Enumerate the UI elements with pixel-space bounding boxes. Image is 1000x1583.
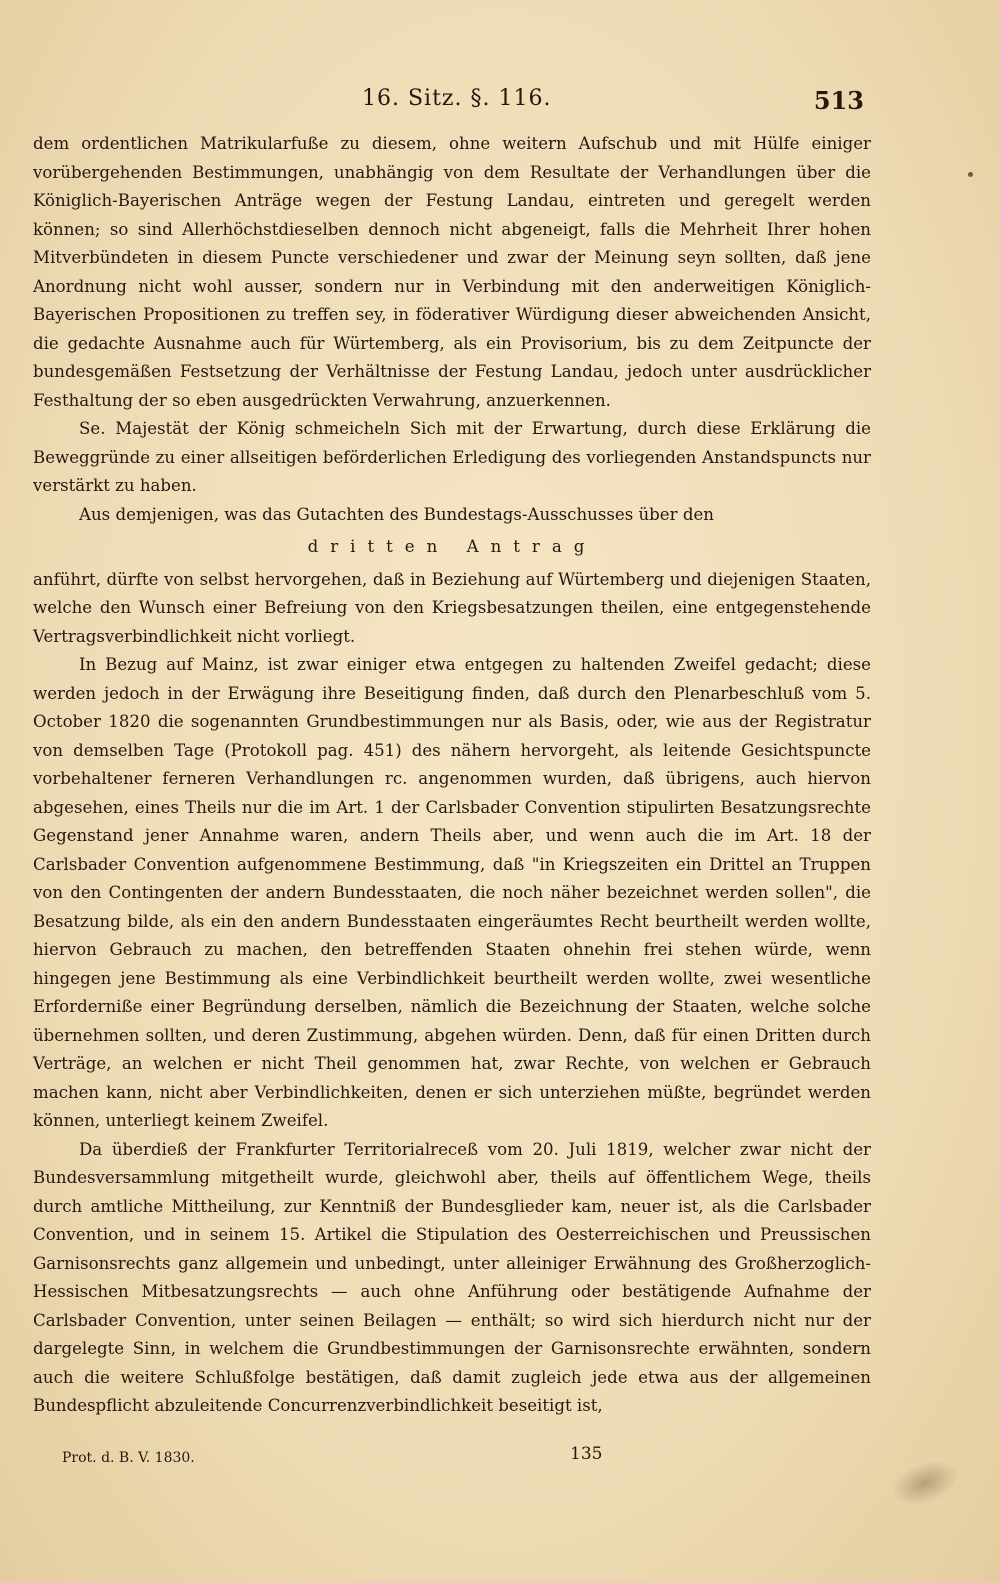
page-header — [0, 86, 1000, 120]
paragraph-gutachten-intro: Aus demjenigen, was das Gutachten des Bundestags-Ausschusses über den — [79, 504, 714, 524]
section-heading-dritter-antrag: dritten Antrag — [307, 537, 597, 556]
page-number: 513 — [813, 86, 864, 115]
signature-mark: 135 — [570, 1444, 603, 1464]
paragraph-continuation: dem ordentlichen Matrikularfuße zu diesem, ohne weitern Aufschub und mit Hülfe einiger vorübergehenden Bestimmungen, unabhängig von dem Resultate der Verhandlungen über die Königlich-Bayerischen Anträge wegen der Festung Landau, eintreten und geregelt werden können; so sind Allerhöchstdieselben dennoch nicht abgeneigt, falls die Mehrheit Ihrer hohen Mitverbündeten in diesem Puncte verschiedener und zwar der Meinung seyn sollten, daß jene Anordnung nicht wohl ausser, sondern nur in Verbindung mit den anderweitigen Königlich-Bayerischen Propositionen zu treffen sey, in föderativer Würdigung dieser abweichenden Ansicht, die gedachte Ausnahme auch für Würtemberg, als ein Provisorium, bis zu dem Zeitpuncte der bundesgemäßen Festsetzung der Verhältnisse der Festung Landau, jedoch unter ausdrücklicher Festhaltung der so eben ausgedrückten Verwahrung, anzuerkennen. — [33, 134, 871, 410]
paragraph-mainz: In Bezug auf Mainz, ist zwar einiger etwa entgegen zu haltenden Zweifel gedacht; diese werden jedoch in der Erwägung ihre Beseitigung finden, daß durch den Plenarbeschluß vom 5. October 1820 die sogenannten Grundbestimmungen nur als Basis, oder, wie aus der Registratur von demselben Tage (Protokoll pag. 451) des nähern hervorgeht, als leitende Gesichtspuncte vorbehaltener ferneren Verhandlungen rc. angenommen wurden, daß übrigens, auch hiervon abgesehen, eines Theils nur die im Art. 1 der Carlsbader Convention stipulirten Besatzungsrechte Gegenstand jener Annahme waren, andern Theils aber, und wenn auch die im Art. 18 der Carlsbader Convention aufgenommene Bestimmung, daß "in Kriegszeiten ein Drittel an Truppen von den Contingenten der andern Bundesstaaten, die noch näher bezeichnet werden sollen", die Besatzung bilde, als ein den andern Bundesstaaten eingeräumtes Recht beurtheilt werden wollte, hiervon Gebrauch zu machen, den betreffenden Staaten ohnehin frei stehen würde, wenn hingegen jene Bestimmung als eine Verbindlichkeit beurtheilt werden wollte, zwei wesentliche Erforderniße einer Begründung derselben, nämlich die Bezeichnung der Staaten, welche solche übernehmen sollten, und deren Zustimmung, abgehen würden. Denn, daß für einen Dritten durch Verträge, an welchen er nicht Theil genommen hat, zwar Rechte, von welchen er Gebrauch machen kann, nicht aber Verbindlichkeiten, denen er sich unterziehen müßte, begründet werden können, unterliegt keinem Zweifel. — [33, 655, 871, 1130]
footer-reference: Prot. d. B. V. 1830. — [62, 1450, 195, 1466]
body-text — [33, 130, 871, 1421]
running-head: 16. Sitz. §. 116. — [362, 86, 552, 111]
paragraph-majesty: Se. Majestät der König schmeicheln Sich mit der Erwartung, durch diese Erklärung die Beweggründe zu einer allseitigen beförderlichen Erledigung des vorliegenden Anstandspuncts nur verstärkt zu haben. — [33, 419, 871, 495]
paragraph-territorialrecess: Da überdieß der Frankfurter Territorialreceß vom 20. Juli 1819, welcher zwar nicht der Bundesversammlung mitgetheilt wurde, gleichwohl aber, theils auf öffentlichem Wege, theils durch amtliche Mittheilung, zur Kenntniß der Bundesglieder kam, neuer ist, als die Carlsbader Convention, und in seinem 15. Artikel die Stipulation des Oesterreichischen und Preussischen Garnisonsrechts ganz allgemein und unbedingt, unter alleiniger Erwähnung des Großherzoglich-Hessischen Mitbesatzungsrechts — auch ohne Anführung oder bestätigende Aufnahme der Carlsbader Convention, unter seinen Beilagen — enthält; so wird sich hierdurch nicht nur der dargelegte Sinn, in welchem die Grundbestimmungen der Garnisonsrechte erwähnten, sondern auch die weitere Schlußfolge bestätigen, daß damit zugleich jede etwa aus der allgemeinen Bundespflicht abzuleitende Concurrenzverbindlichkeit beseitigt ist, — [33, 1139, 871, 1415]
paragraph-vertragsverbindlichkeit: anführt, dürfte von selbst hervorgehen, daß in Beziehung auf Würtemberg und diejenigen Staaten, welche den Wunsch einer Befreiung von den Kriegsbesatzungen theilen, eine entgegenstehende Vertragsverbindlichkeit nicht vorliegt. — [33, 569, 871, 646]
page-footer — [0, 1444, 1000, 1480]
paper-speck — [968, 172, 973, 177]
